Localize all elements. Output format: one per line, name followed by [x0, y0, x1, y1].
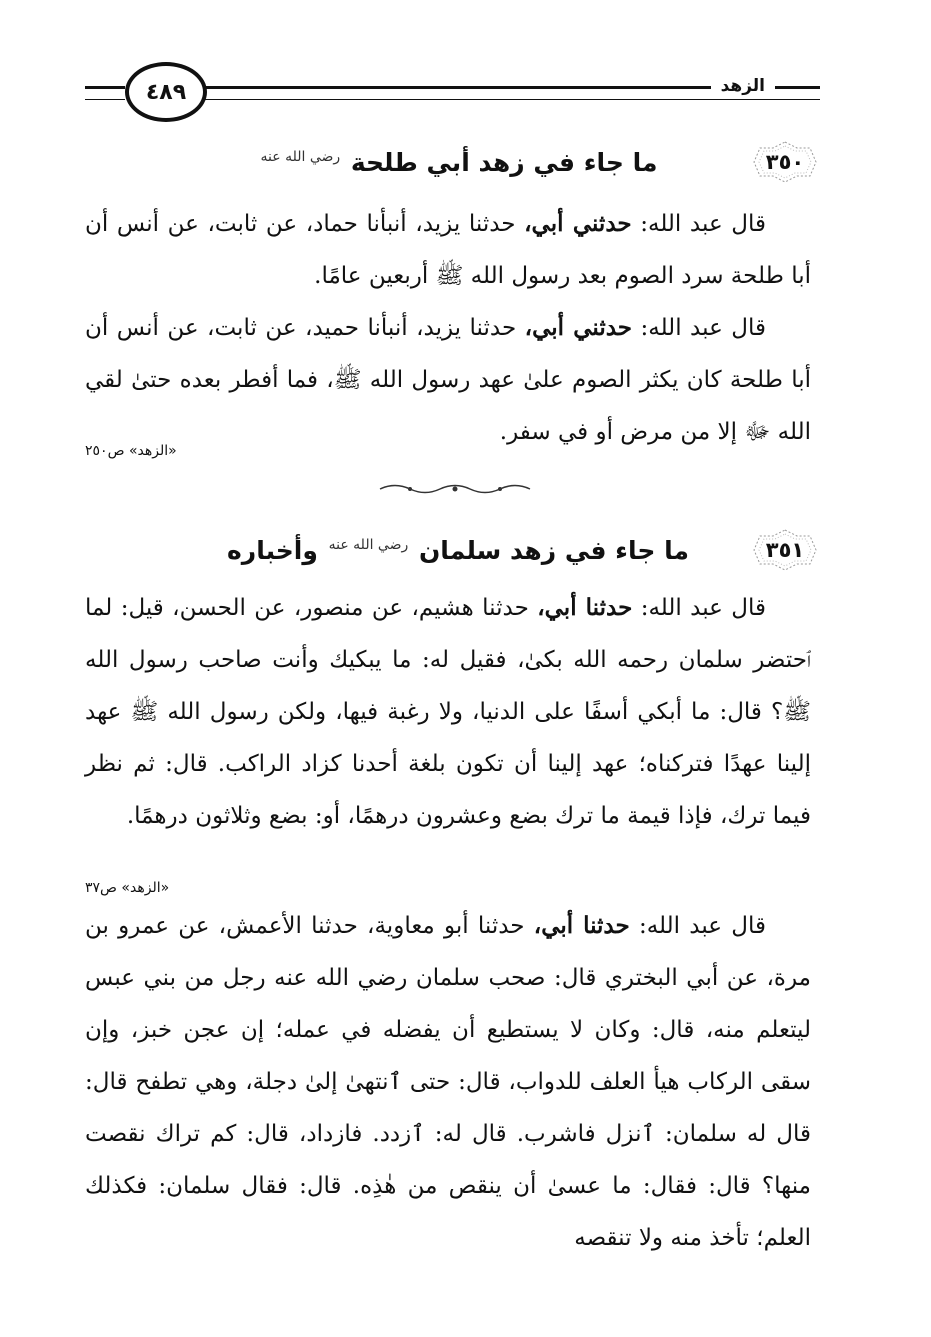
narrator-chain: حدثنا أبي، — [537, 594, 633, 621]
section-title-text: ما جاء في زهد سلمان — [418, 535, 689, 565]
paragraph-text: حدثنا أبو معاوية، حدثنا الأعمش، عن عمرو بن مرة، عن أبي البختري قال: صحب سلمان رضي الله عنه رجل من بني عبس ليتعلم منه، قال: وكان لا يستطيع أن يفضله في عمله؛ إن عجن خبز، وإن سقى الركاب هيأ العلف للدواب، قال: حتى ٱنتهىٰ إلىٰ دجلة، وهي تطفح قال: قال له سلمان: ٱنزل فاشرب. قال له: ٱزدد. فازداد، قال: كم تراك نقصت منها؟ قال: فقال: ما عسىٰ أن ينقص من هٰذِه. قال: فقال سلمان: فكذلك العلم؛ تأخذ منه ولا تنقصه — [85, 913, 811, 1251]
paragraph — [85, 302, 811, 458]
section-number: ٣٥١ — [765, 538, 805, 562]
paragraph-lead: قال عبد الله: — [632, 595, 766, 621]
honorific-mark: رضي الله عنه — [260, 149, 341, 166]
paragraph-lead: قال عبد الله: — [631, 211, 766, 237]
paragraph-lead: قال عبد الله: — [632, 315, 766, 341]
section-title-text: ما جاء في زهد أبي طلحة — [350, 147, 658, 177]
paragraph-text: حدثنا يزيد، أنبأنا حميد، عن ثابت، عن أنس أن أبا طلحة كان يكثر الصوم علىٰ عهد رسول الله ﷺ، فما أفطر بعده حتىٰ لقي الله ﷻ إلا من مرض أو في سفر. — [85, 315, 811, 445]
section-title-tail: وأخباره — [227, 535, 318, 565]
section-heading — [100, 528, 816, 572]
section-heading — [100, 140, 816, 184]
paragraph-lead: قال عبد الله: — [629, 913, 766, 939]
paragraph-text: حدثنا يزيد، أنبأنا حماد، عن ثابت، عن أنس أن أبا طلحة سرد الصوم بعد رسول الله ﷺ أربعين عامًا. — [85, 211, 811, 289]
paragraph — [85, 198, 811, 302]
page-number: ٤٨٩ — [125, 62, 207, 122]
divider-ornament-icon — [375, 482, 535, 496]
section-number: ٣٥٠ — [765, 150, 805, 174]
source-reference: «الزهد» ص٢٥٠ — [85, 443, 177, 459]
section-title — [259, 148, 658, 177]
paragraph-text: حدثنا هشيم، عن منصور، عن الحسن، قيل: لما ٱحتضر سلمان رحمه الله بكىٰ، فقيل له: ما يبكيك وأنت صاحب رسول الله ﷺ؟ قال: ما أبكي أسفًا على الدنيا، ولا رغبة فيها، ولكن رسول الله ﷺ عهد إلينا عهدًا فتركناه؛ عهد إلينا أن تكون بلغة أحدنا كزاد الراكب. قال: ثم نظر فيما ترك، فإذا قيمة ما ترك بضع وعشرون درهمًا، أو: بضع وثلاثون درهمًا. — [85, 595, 811, 829]
source-reference: «الزهد» ص٣٧ — [85, 880, 170, 896]
section-title — [227, 536, 689, 565]
honorific-mark: رضي الله عنه — [328, 537, 409, 554]
page-header — [85, 62, 820, 120]
running-title: الزهد — [711, 76, 775, 96]
narrator-chain: حدثنا أبي، — [533, 912, 630, 939]
narrator-chain: حدثني أبي، — [524, 314, 633, 341]
narrator-chain: حدثني أبي، — [524, 210, 632, 237]
paragraph — [85, 582, 811, 842]
paragraph — [85, 900, 811, 1264]
header-rule-left — [85, 86, 125, 100]
